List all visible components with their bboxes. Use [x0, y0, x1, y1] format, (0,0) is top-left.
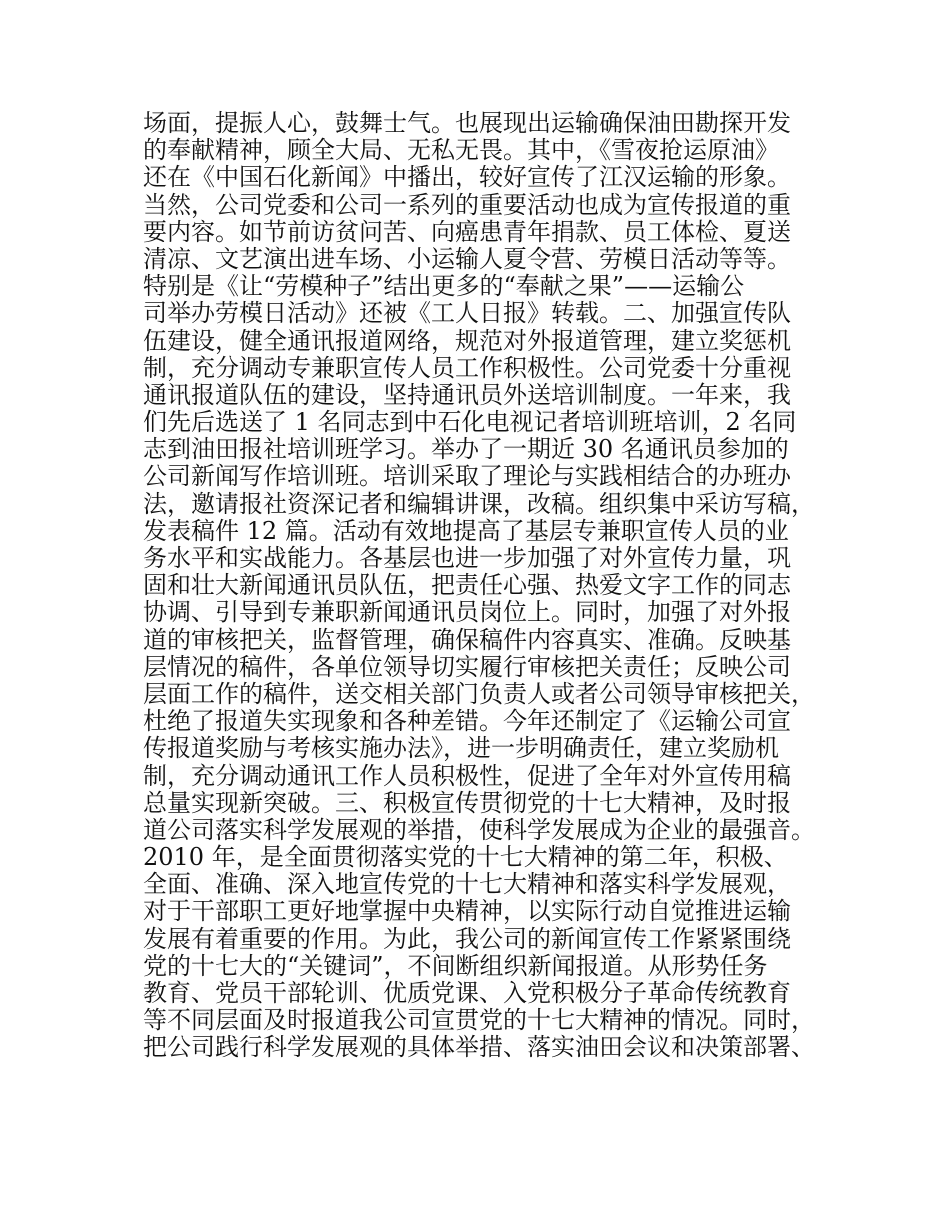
text-line: 等不同层面及时报道我公司宣贯党的十七大精神的情况。同时，	[143, 1006, 815, 1035]
text-line: 道公司落实科学发展观的举措，使科学发展成为企业的最强音。	[143, 815, 815, 844]
body-text	[143, 110, 843, 1062]
text-line: 道的审核把关，监督管理，确保稿件内容真实、准确。反映基	[143, 625, 791, 654]
text-line: 要内容。如节前访贫问苦、向癌患青年捐款、员工体检、夏送	[143, 217, 791, 246]
text-line: 伍建设，健全通讯报道网络，规范对外报道管理，建立奖惩机	[143, 326, 791, 355]
text-line: 清凉、文艺演出进车场、小运输人夏令营、劳模日活动等等。	[143, 244, 791, 273]
text-line: 的奉献精神，顾全大局、无私无畏。其中，《雪夜抢运原油》	[143, 136, 779, 165]
text-line: 教育、党员干部轮训、优质党课、入党积极分子革命传统教育	[143, 979, 791, 1007]
text-line: 传报道奖励与考核实施办法》，进一步明确责任，建立奖励机	[143, 734, 779, 763]
text-line: 制，充分调动专兼职宣传人员工作积极性。公司党委十分重视	[143, 353, 791, 382]
text-line: 还在《中国石化新闻》中播出，较好宣传了江汉运输的形象。	[143, 163, 791, 192]
text-line: 协调、引导到专兼职新闻通讯员岗位上。同时，加强了对外报	[143, 598, 791, 627]
text-line: 发展有着重要的作用。为此，我公司的新闻宣传工作紧紧围绕	[143, 924, 791, 953]
text-line: 当然，公司党委和公司一系列的重要活动也成为宣传报道的重	[143, 190, 791, 219]
text-line: 场面，提振人心，鼓舞士气。也展现出运输确保油田勘探开发	[143, 109, 791, 137]
text-line: 通讯报道队伍的建设，坚持通讯员外送培训制度。一年来，我	[143, 380, 791, 409]
text-line: 层情况的稿件，各单位领导切实履行审核把关责任；反映公司	[143, 652, 791, 681]
text-line: 司举办劳模日活动》还被《工人日报》转载。二、加强宣传队	[143, 299, 791, 328]
text-line: 对于干部职工更好地掌握中央精神，以实际行动自觉推进运输	[143, 897, 791, 926]
text-line: 总量实现新突破。三、积极宣传贯彻党的十七大精神，及时报	[143, 788, 791, 817]
text-line: 2010 年，是全面贯彻落实党的十七大精神的第二年，积极、	[143, 843, 788, 872]
text-line: 党的十七大的“关键词”，不间断组织新闻报道。从形势任务	[143, 951, 768, 980]
text-line: 法，邀请报社资深记者和编辑讲课，改稿。组织集中采访写稿，	[143, 489, 815, 518]
text-line: 层面工作的稿件，送交相关部门负责人或者公司领导审核把关，	[143, 679, 815, 708]
text-line: 务水平和实战能力。各基层也进一步加强了对外宣传力量，巩	[143, 544, 791, 572]
text-line: 全面、准确、深入地宣传党的十七大精神和落实科学发展观，	[143, 870, 791, 899]
text-line: 固和壮大新闻通讯员队伍，把责任心强、热爱文字工作的同志	[143, 571, 791, 600]
text-line: 公司新闻写作培训班。培训采取了理论与实践相结合的办班办	[143, 462, 791, 491]
text-line: 们先后选送了 1 名同志到中石化电视记者培训班培训，2 名同	[143, 408, 797, 437]
text-line: 制，充分调动通讯工作人员积极性，促进了全年对外宣传用稿	[143, 761, 791, 790]
text-line: 发表稿件 12 篇。活动有效地提高了基层专兼职宣传人员的业	[143, 516, 789, 545]
text-line: 把公司践行科学发展观的具体举措、落实油田会议和决策部署、	[143, 1033, 815, 1062]
text-line: 杜绝了报道失实现象和各种差错。今年还制定了《运输公司宣	[143, 707, 791, 736]
text-line: 志到油田报社培训班学习。举办了一期近 30 名通讯员参加的	[143, 435, 789, 464]
text-line: 特别是《让“劳模种子”结出更多的“奉献之果”——运输公	[143, 272, 745, 301]
